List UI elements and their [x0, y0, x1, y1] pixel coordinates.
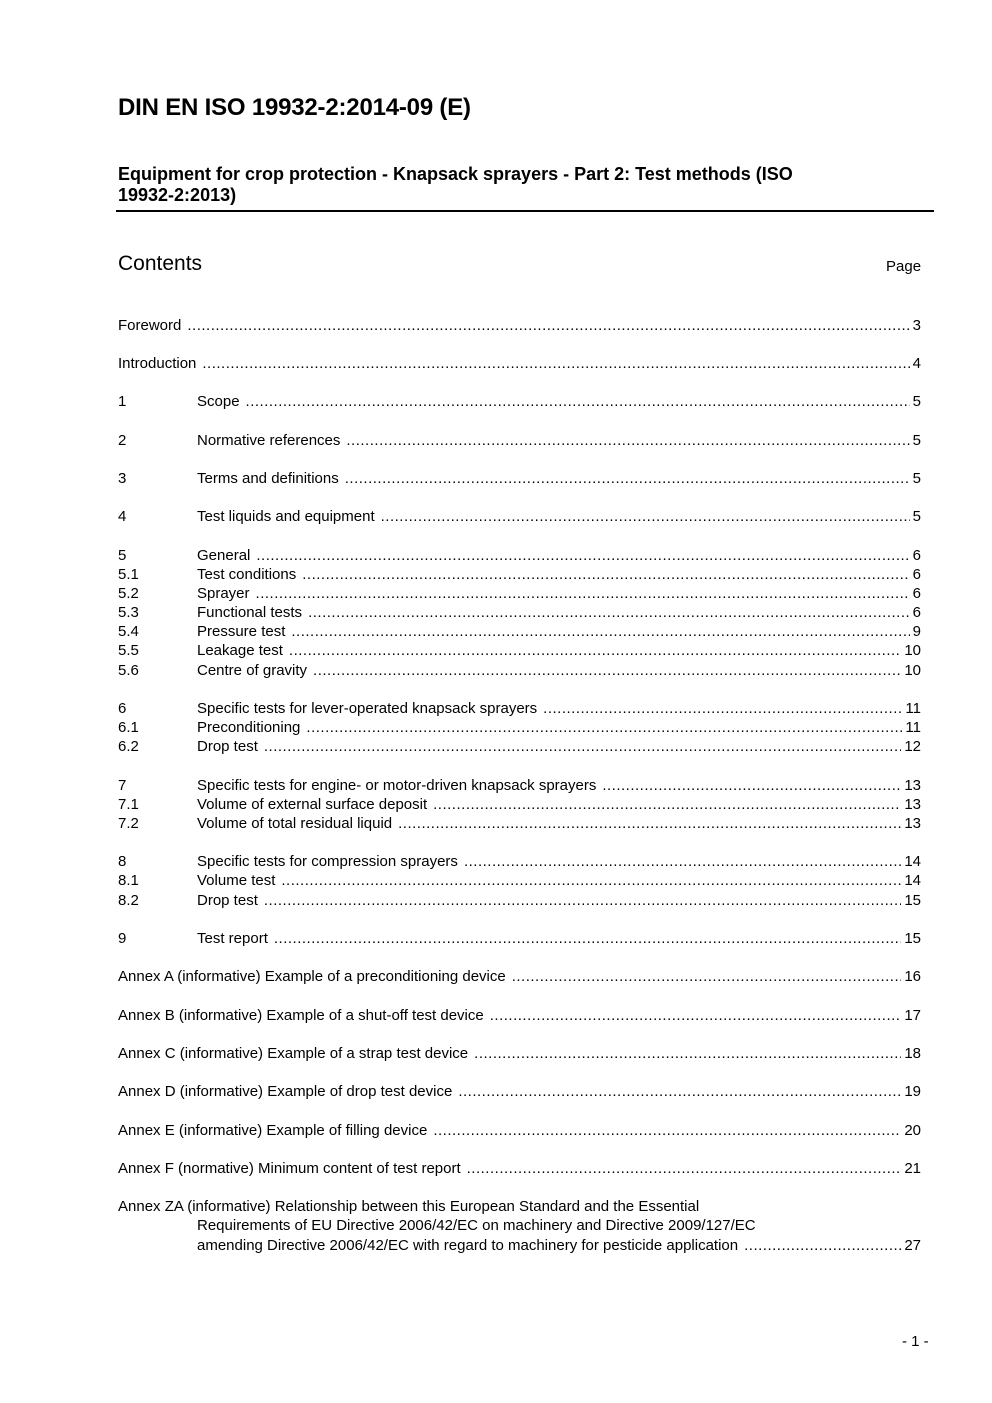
toc-entry[interactable]	[118, 737, 921, 756]
toc-page-number: 9	[912, 623, 921, 640]
dot-leader	[246, 392, 910, 411]
toc-page-number: 27	[904, 1237, 921, 1254]
toc-page-number: 15	[904, 930, 921, 947]
dot-leader	[281, 871, 901, 890]
dot-leader	[346, 431, 909, 450]
toc-page-number: 19	[904, 1083, 921, 1100]
document-id: DIN EN ISO 19932-2:2014-09 (E)	[118, 94, 471, 121]
toc-section-number: 9	[118, 930, 127, 947]
toc-entry[interactable]	[118, 603, 921, 622]
contents-heading: Contents	[118, 252, 203, 275]
toc-page-number: 5	[912, 508, 921, 525]
dot-leader	[474, 1044, 901, 1063]
toc-entry-title: Annex D (informative) Example of drop test device	[118, 1083, 453, 1100]
page-column-label: Page	[886, 258, 922, 275]
toc-page-number: 5	[912, 432, 921, 449]
toc-entry-title: Volume test	[197, 872, 276, 889]
dot-leader	[433, 1121, 901, 1140]
toc-page-number: 5	[912, 470, 921, 487]
toc-entry-title: Test conditions	[197, 566, 297, 583]
toc-page-number: 3	[912, 317, 921, 334]
dot-leader	[308, 603, 910, 622]
toc-entry[interactable]	[118, 641, 921, 660]
toc-entry-title: Sprayer	[197, 585, 250, 602]
dot-leader	[289, 641, 901, 660]
dot-leader	[464, 852, 901, 871]
dot-leader	[398, 814, 901, 833]
toc-page-number: 11	[905, 700, 921, 717]
toc-entry-title: Centre of gravity	[197, 662, 308, 679]
toc-section-number: 6.1	[118, 719, 139, 736]
toc-section-number: 8.2	[118, 892, 139, 909]
toc-entry[interactable]	[118, 622, 921, 641]
toc-entry[interactable]	[118, 967, 921, 986]
toc-entry-title: Specific tests for compression sprayers	[197, 853, 458, 870]
toc-section-number: 5.2	[118, 585, 139, 602]
toc-entry-title: Specific tests for lever-operated knapsack sprayers	[197, 700, 538, 717]
toc-page-number: 16	[904, 968, 921, 985]
toc-entry[interactable]	[118, 661, 921, 680]
page-footer-number: - 1 -	[902, 1333, 929, 1350]
toc-entry-title: Annex B (informative) Example of a shut-off test device	[118, 1007, 484, 1024]
toc-entry-title: Drop test	[197, 738, 258, 755]
toc-entry-title: Foreword	[118, 317, 182, 334]
dot-leader	[313, 661, 901, 680]
dot-leader	[381, 507, 910, 526]
table-of-contents	[118, 0, 921, 1403]
annex-za-line-1[interactable]: Annex ZA (informative) Relationship between this European Standard and the Essential	[118, 1198, 700, 1215]
toc-entry-title: Annex A (informative) Example of a preconditioning device	[118, 968, 506, 985]
toc-page-number: 14	[904, 872, 921, 889]
dot-leader	[433, 795, 901, 814]
toc-page-number: 20	[904, 1122, 921, 1139]
toc-entry[interactable]	[118, 776, 921, 795]
toc-section-number: 6.2	[118, 738, 139, 755]
toc-entry[interactable]	[118, 1121, 921, 1140]
toc-entry[interactable]	[118, 852, 921, 871]
dot-leader	[345, 469, 910, 488]
toc-section-number: 5.5	[118, 642, 139, 659]
toc-entry[interactable]	[118, 1082, 921, 1101]
toc-section-number: 7.1	[118, 796, 139, 813]
dot-leader	[256, 584, 910, 603]
toc-section-number: 5.6	[118, 662, 139, 679]
dot-leader	[602, 776, 901, 795]
toc-section-number: 6	[118, 700, 127, 717]
toc-page-number: 6	[912, 604, 921, 621]
toc-entry-title: Introduction	[118, 355, 197, 372]
toc-page-number: 11	[905, 719, 921, 736]
toc-entry[interactable]	[118, 1006, 921, 1025]
toc-page-number: 5	[912, 393, 921, 410]
toc-entry-title: Preconditioning	[197, 719, 301, 736]
toc-section-number: 5.3	[118, 604, 139, 621]
toc-entry[interactable]	[118, 1044, 921, 1063]
toc-page-number: 10	[904, 642, 921, 659]
toc-entry[interactable]	[118, 392, 921, 411]
toc-entry[interactable]	[118, 469, 921, 488]
toc-page-number: 13	[904, 777, 921, 794]
toc-section-number: 1	[118, 393, 127, 410]
toc-entry-title: Normative references	[197, 432, 341, 449]
toc-entry[interactable]	[118, 814, 921, 833]
toc-section-number: 4	[118, 508, 127, 525]
toc-page-number: 13	[904, 796, 921, 813]
dot-leader	[490, 1006, 902, 1025]
toc-entry[interactable]	[118, 795, 921, 814]
toc-entry[interactable]	[118, 1159, 921, 1178]
toc-entry-title: Pressure test	[197, 623, 286, 640]
toc-page-number: 14	[904, 853, 921, 870]
dot-leader	[291, 622, 909, 641]
toc-page-number: 6	[912, 566, 921, 583]
toc-page-number: 4	[912, 355, 921, 372]
toc-entry-title: Annex C (informative) Example of a strap test device	[118, 1045, 469, 1062]
annex-za-line-2[interactable]: Requirements of EU Directive 2006/42/EC on machinery and Directive 2009/127/EC	[197, 1217, 756, 1234]
dot-leader	[274, 929, 901, 948]
toc-entry[interactable]	[118, 891, 921, 910]
toc-entry-title: Annex E (informative) Example of filling device	[118, 1122, 428, 1139]
toc-entry-title: Drop test	[197, 892, 258, 909]
toc-page-number: 15	[904, 892, 921, 909]
toc-entry[interactable]	[118, 871, 921, 890]
toc-entry[interactable]	[118, 699, 921, 718]
toc-entry[interactable]	[118, 431, 921, 450]
toc-section-number: 3	[118, 470, 127, 487]
dot-leader	[543, 699, 902, 718]
dot-leader	[467, 1159, 902, 1178]
toc-entry[interactable]	[118, 565, 921, 584]
toc-section-number: 2	[118, 432, 127, 449]
toc-entry[interactable]	[118, 929, 921, 948]
toc-section-number: 5.1	[118, 566, 139, 583]
toc-entry[interactable]	[118, 354, 921, 373]
toc-entry[interactable]	[118, 507, 921, 526]
dot-leader	[458, 1082, 901, 1101]
dot-leader	[306, 718, 902, 737]
toc-entry-title: Terms and definitions	[197, 470, 339, 487]
toc-entry-title: Functional tests	[197, 604, 303, 621]
subtitle-line-1: Equipment for crop protection - Knapsack sprayers - Part 2: Test methods (ISO	[118, 164, 793, 184]
dot-leader	[202, 354, 909, 373]
toc-entry-title: General	[197, 547, 251, 564]
dot-leader	[264, 891, 901, 910]
annex-za-line-3[interactable]	[197, 1236, 921, 1255]
toc-page-number: 6	[912, 585, 921, 602]
toc-entry-title: Specific tests for engine- or motor-driven knapsack sprayers	[197, 777, 597, 794]
toc-page-number: 21	[904, 1160, 921, 1177]
dot-leader	[256, 546, 909, 565]
toc-section-number: 8	[118, 853, 127, 870]
toc-entry[interactable]	[118, 546, 921, 565]
toc-page-number: 12	[904, 738, 921, 755]
toc-entry-title: Scope	[197, 393, 240, 410]
toc-section-number: 7	[118, 777, 127, 794]
toc-entry-title: Leakage test	[197, 642, 283, 659]
annex-za-line-3-text: amending Directive 2006/42/EC with regard to machinery for pesticide application	[197, 1237, 739, 1254]
toc-entry[interactable]	[118, 316, 921, 335]
toc-page-number: 6	[912, 547, 921, 564]
toc-page-number: 18	[904, 1045, 921, 1062]
toc-section-number: 5	[118, 547, 127, 564]
dot-leader	[512, 967, 902, 986]
dot-leader	[302, 565, 909, 584]
toc-entry-title: Test liquids and equipment	[197, 508, 375, 525]
toc-entry-title: Annex F (normative) Minimum content of test report	[118, 1160, 461, 1177]
toc-entry-title: Test report	[197, 930, 268, 947]
toc-page-number: 13	[904, 815, 921, 832]
dot-leader	[744, 1236, 901, 1255]
toc-entry[interactable]	[118, 584, 921, 603]
toc-page-number: 17	[904, 1007, 921, 1024]
subtitle-line-2: 19932-2:2013)	[118, 185, 237, 205]
dot-leader	[264, 737, 901, 756]
dot-leader	[187, 316, 909, 335]
toc-entry[interactable]	[118, 718, 921, 737]
toc-section-number: 7.2	[118, 815, 139, 832]
toc-page-number: 10	[904, 662, 921, 679]
toc-section-number: 8.1	[118, 872, 139, 889]
toc-entry-title: Volume of external surface deposit	[197, 796, 428, 813]
toc-section-number: 5.4	[118, 623, 139, 640]
toc-entry-title: Volume of total residual liquid	[197, 815, 393, 832]
